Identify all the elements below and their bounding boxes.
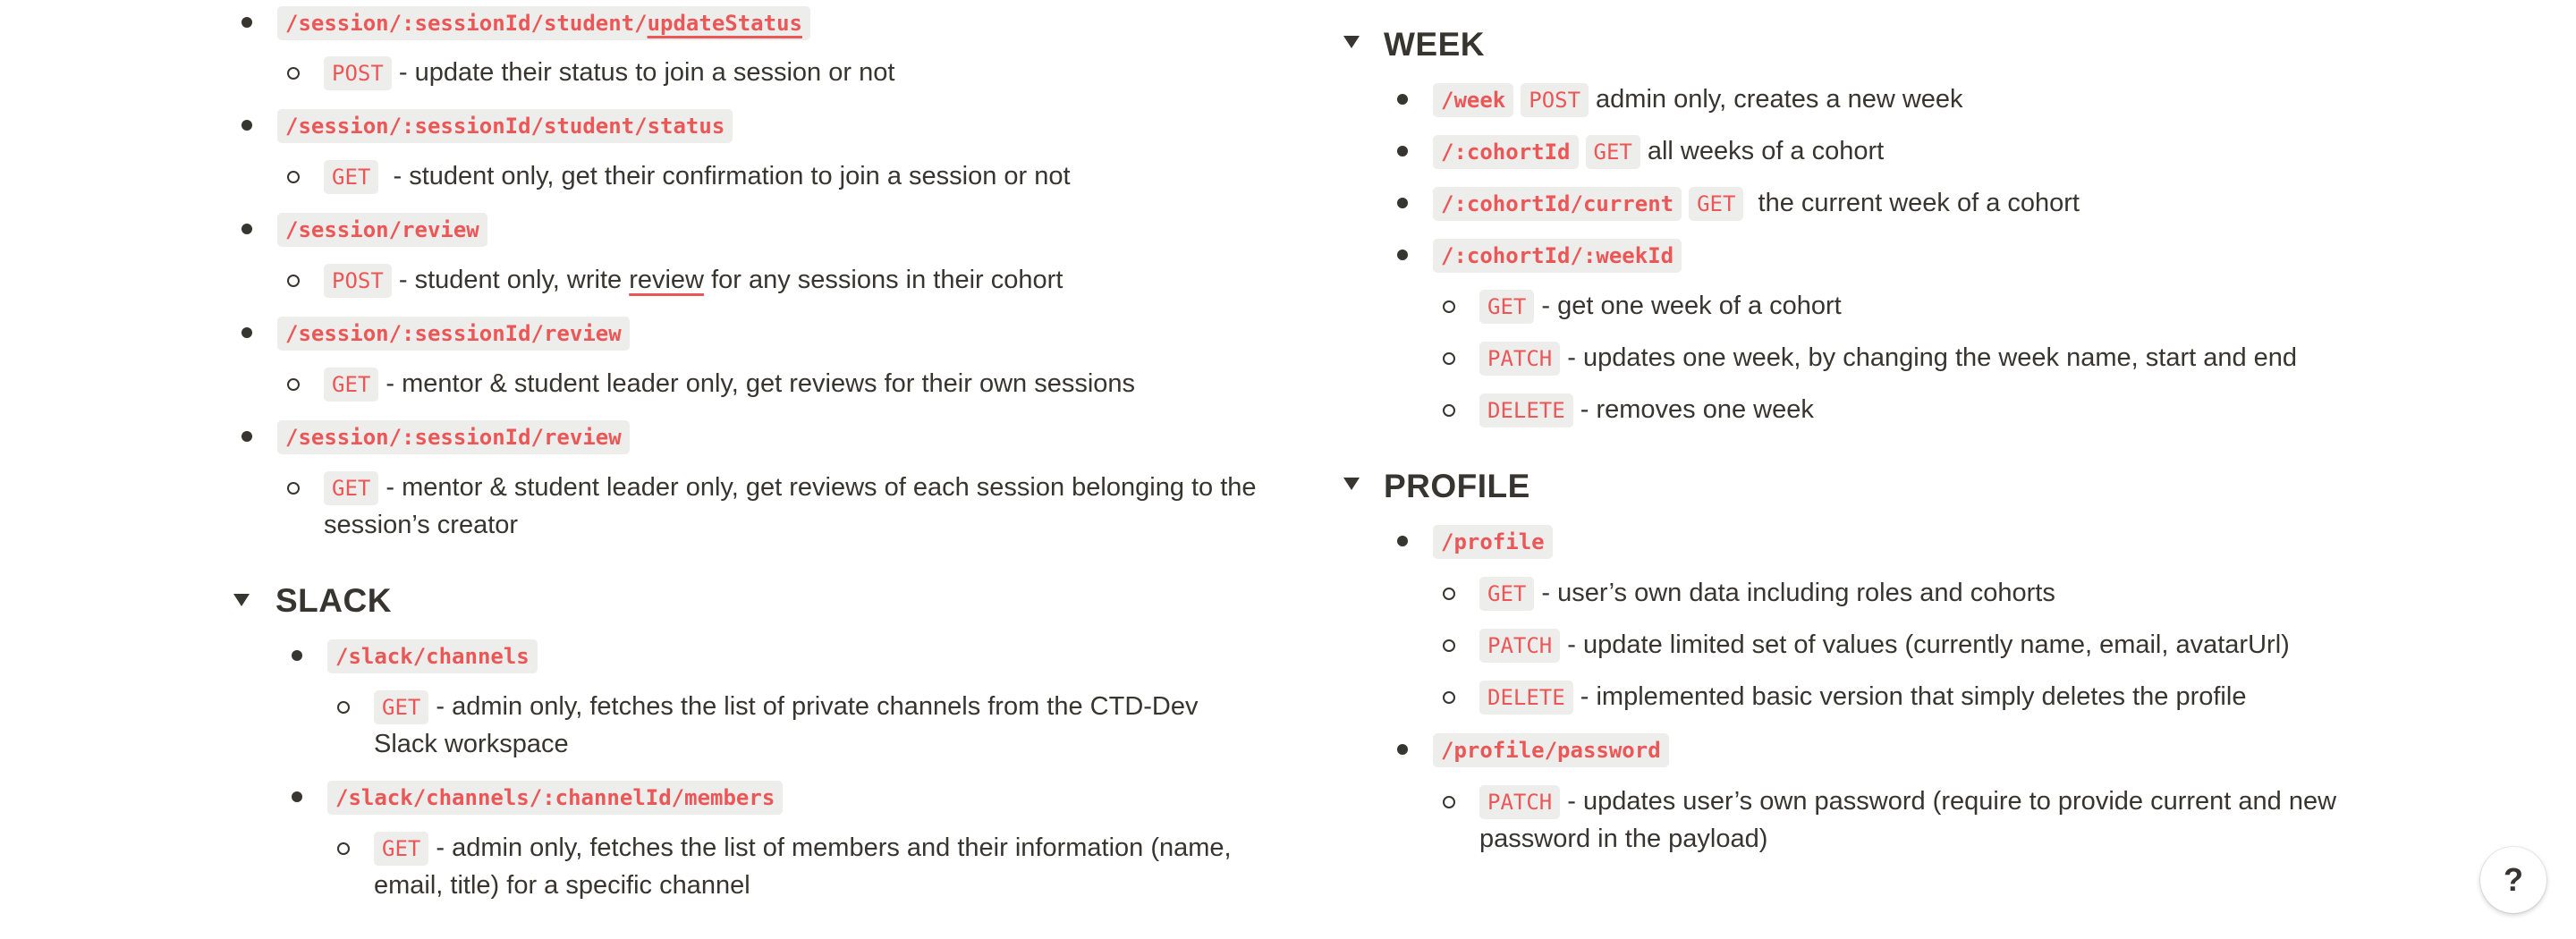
list-item[interactable] — [1479, 574, 2055, 612]
sub-bullet — [1443, 588, 1455, 600]
list-item[interactable] — [324, 365, 1135, 402]
list-item[interactable] — [1433, 80, 1963, 118]
list-item[interactable] — [374, 688, 1259, 763]
bullet — [1397, 744, 1408, 755]
bullet — [292, 650, 302, 661]
sub-bullet — [1443, 796, 1455, 808]
endpoint-description: - student only, get their confirmation to join a session or not — [378, 162, 1071, 190]
endpoint-description: - update their status to join a session or not — [391, 58, 895, 87]
endpoint-description: - update limited set of values (currently name, email, avatarUrl) — [1560, 630, 2290, 659]
endpoint-path: /:cohortId — [1433, 135, 1579, 169]
list-item[interactable] — [1433, 522, 1553, 560]
toggle-arrow-week[interactable] — [1343, 36, 1360, 48]
list-item[interactable] — [277, 418, 630, 455]
bullet — [1397, 536, 1408, 546]
list-item[interactable] — [277, 106, 733, 144]
list-item[interactable] — [1479, 287, 1842, 325]
list-item[interactable] — [374, 829, 1268, 904]
http-method: GET — [1479, 577, 1534, 611]
endpoint-path: /session/:sessionId/review — [277, 317, 630, 351]
list-item[interactable] — [1479, 339, 2297, 376]
http-method: GET — [324, 160, 378, 194]
http-method: GET — [374, 832, 428, 866]
http-method: GET — [1479, 290, 1534, 324]
http-method: GET — [1689, 187, 1743, 221]
section-heading-profile: PROFILE — [1384, 468, 1530, 504]
list-item[interactable] — [324, 54, 894, 91]
list-item[interactable] — [324, 261, 1063, 299]
list-item[interactable] — [1479, 782, 2374, 858]
list-item[interactable] — [1433, 731, 1669, 768]
http-method: GET — [324, 471, 378, 505]
http-method: PATCH — [1479, 785, 1560, 819]
endpoint-path: /slack/channels/:channelId/members — [327, 781, 783, 815]
endpoint-description: - user’s own data including roles and cohorts — [1534, 579, 2055, 607]
endpoint-path: /week — [1433, 83, 1513, 117]
endpoint-description: - mentor & student leader only, get reviews of each session belonging to the session’s creator — [324, 473, 1257, 539]
endpoint-path: /session/:sessionId/review — [277, 420, 630, 454]
sub-bullet — [337, 842, 350, 855]
sub-bullet — [1443, 404, 1455, 417]
endpoint-description: - updates one week, by changing the week name, start and end — [1560, 343, 2298, 372]
bullet — [242, 120, 252, 131]
endpoint-path: /:cohortId/current — [1433, 187, 1682, 221]
http-method: POST — [1521, 83, 1589, 117]
toggle-arrow-slack[interactable] — [233, 594, 250, 606]
list-item[interactable] — [1479, 626, 2290, 664]
toggle-arrow-profile[interactable] — [1343, 478, 1360, 490]
bullet — [242, 224, 252, 234]
sub-bullet — [1443, 691, 1455, 704]
bullet — [1397, 94, 1408, 105]
endpoint-path: /session/review — [277, 213, 487, 247]
endpoint-description: all weeks of a cohort — [1647, 137, 1885, 165]
bullet — [292, 791, 302, 802]
list-item[interactable] — [1433, 132, 1884, 170]
list-item[interactable] — [277, 210, 487, 248]
bullet — [1397, 198, 1408, 208]
http-method: DELETE — [1479, 681, 1573, 715]
http-method: POST — [324, 56, 392, 90]
http-method: PATCH — [1479, 629, 1560, 663]
sub-bullet — [1443, 300, 1455, 313]
question-mark-icon: ? — [2504, 861, 2523, 898]
section-heading-week: WEEK — [1384, 26, 1485, 63]
endpoint-description: - student only, write review for any sessions in their cohort — [391, 266, 1063, 294]
sub-bullet — [1443, 639, 1455, 652]
bullet — [242, 17, 252, 28]
bullet — [1397, 146, 1408, 156]
endpoint-path: /profile/password — [1433, 733, 1669, 767]
http-method: GET — [324, 368, 378, 402]
http-method: PATCH — [1479, 342, 1560, 376]
section-heading-slack: SLACK — [275, 582, 392, 619]
sub-bullet — [1443, 352, 1455, 365]
endpoint-path: /session/:sessionId/student/updateStatus — [277, 6, 810, 40]
http-method: POST — [324, 264, 392, 298]
bullet — [242, 327, 252, 338]
list-item[interactable] — [327, 637, 538, 674]
list-item[interactable] — [1479, 391, 1814, 428]
list-item[interactable] — [277, 314, 630, 351]
endpoint-description: admin only, creates a new week — [1596, 85, 1963, 114]
endpoint-description: - get one week of a cohort — [1534, 292, 1842, 320]
http-method: GET — [1586, 135, 1640, 169]
list-item[interactable] — [277, 4, 810, 41]
endpoint-description: - mentor & student leader only, get reviews for their own sessions — [378, 369, 1136, 398]
list-item[interactable] — [327, 778, 783, 816]
sub-bullet — [287, 378, 300, 391]
endpoint-description: - admin only, fetches the list of private channels from the CTD-Dev Slack workspace — [374, 692, 1199, 758]
sub-bullet — [287, 171, 300, 183]
list-item[interactable] — [324, 157, 1071, 195]
sub-bullet — [337, 701, 350, 714]
endpoint-path: /:cohortId/:weekId — [1433, 239, 1682, 273]
bullet — [1397, 250, 1408, 260]
endpoint-description: - implemented basic version that simply deletes the profile — [1572, 682, 2247, 711]
sub-bullet — [287, 275, 300, 287]
sub-bullet — [287, 482, 300, 495]
list-item[interactable] — [1433, 184, 2080, 222]
http-method: DELETE — [1479, 393, 1573, 427]
endpoint-description: - admin only, fetches the list of members and their information (name, email, title) for a specific channel — [374, 833, 1232, 900]
list-item[interactable] — [1479, 678, 2246, 715]
endpoint-path: /slack/channels — [327, 639, 538, 673]
http-method: GET — [374, 690, 428, 724]
bullet — [242, 431, 252, 442]
list-item[interactable] — [1433, 236, 1682, 274]
endpoint-path: /session/:sessionId/student/status — [277, 109, 733, 143]
endpoint-description: - updates user’s own password (require to provide current and new password in the payload) — [1479, 787, 2337, 853]
endpoint-description: - removes one week — [1572, 395, 1814, 424]
endpoint-path: /profile — [1433, 525, 1553, 559]
help-button[interactable] — [2480, 847, 2546, 913]
sub-bullet — [287, 67, 300, 80]
list-item[interactable] — [324, 469, 1263, 544]
endpoint-description: the current week of a cohort — [1750, 189, 2080, 217]
